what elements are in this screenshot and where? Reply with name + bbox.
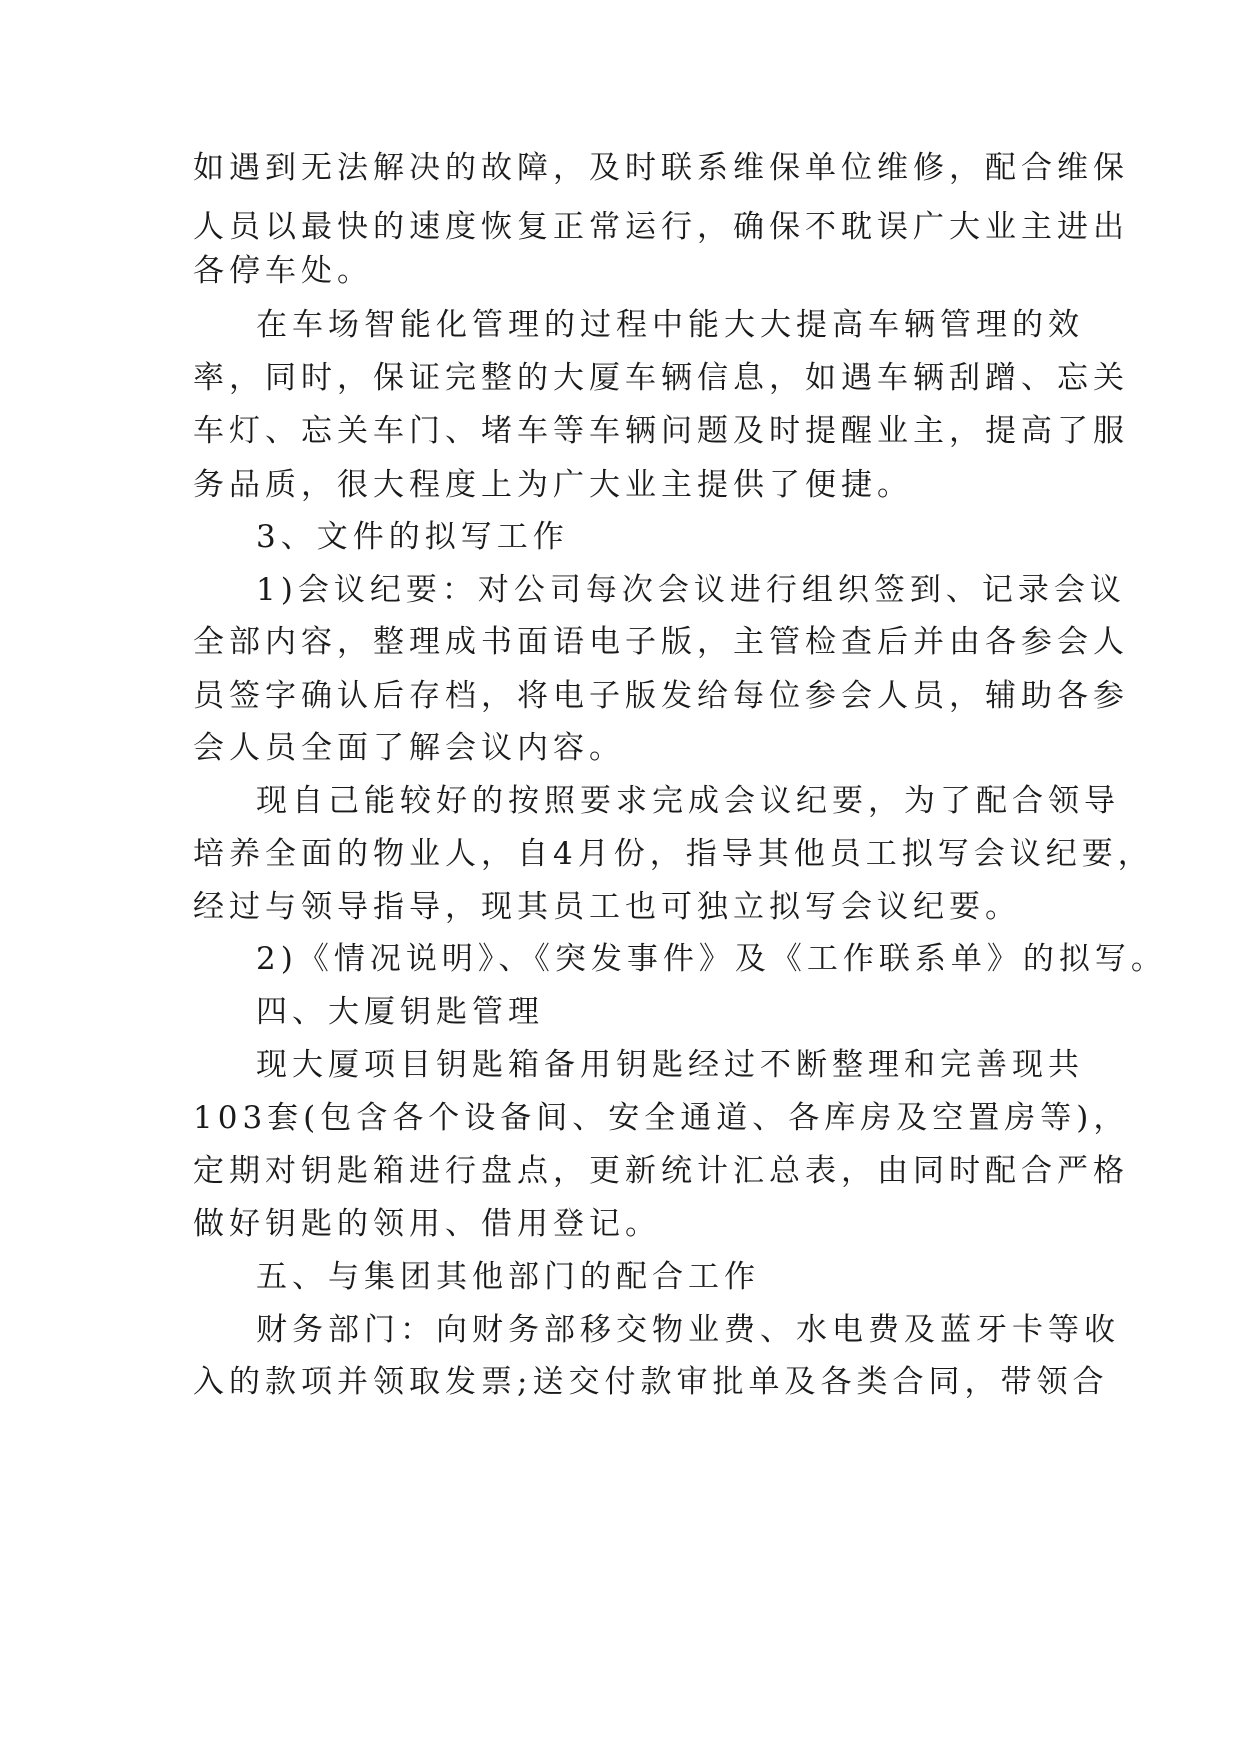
text-line: 做好钥匙的领用、借用登记。 [193,1206,661,1242]
text-line: 2)《情况说明》、《突发事件》及《工作联系单》的拟写。 [256,941,1167,977]
text-line: 103套(包含各个设备间、安全通道、各库房及空置房等)， [193,1100,1130,1136]
text-line: 会人员全面了解会议内容。 [193,730,625,766]
text-line: 现自己能较好的按照要求完成会议纪要，为了配合领导 [256,783,1120,819]
section-heading: 3、文件的拟写工作 [256,519,569,555]
text-line: 人员以最快的速度恢复正常运行，确保不耽误广大业主进出 [193,209,1129,245]
text-line: 如遇到无法解决的故障，及时联系维保单位维修，配合维保 [193,150,1129,186]
text-line: 各停车处。 [193,253,373,289]
text-line: 在车场智能化管理的过程中能大大提高车辆管理的效 [256,307,1084,343]
text-line: 全部内容，整理成书面语电子版，主管检查后并由各参会人 [193,624,1129,660]
text-line: 培养全面的物业人，自4月份，指导其他员工拟写会议纪要， [193,836,1154,872]
section-heading: 四、大厦钥匙管理 [256,994,544,1030]
text-line: 经过与领导指导，现其员工也可独立拟写会议纪要。 [193,889,1021,925]
text-line: 率，同时，保证完整的大厦车辆信息，如遇车辆刮蹭、忘关 [193,360,1129,396]
text-line: 入的款项并领取发票;送交付款审批单及各类合同，带领合 [193,1364,1109,1400]
text-line: 现大厦项目钥匙箱备用钥匙经过不断整理和完善现共 [256,1047,1084,1083]
text-line: 财务部门：向财务部移交物业费、水电费及蓝牙卡等收 [256,1312,1120,1348]
text-line: 定期对钥匙箱进行盘点，更新统计汇总表，由同时配合严格 [193,1153,1129,1189]
text-line: 员签字确认后存档，将电子版发给每位参会人员，辅助各参 [193,678,1129,714]
text-line: 车灯、忘关车门、堵车等车辆问题及时提醒业主，提高了服 [193,413,1129,449]
text-line: 务品质，很大程度上为广大业主提供了便捷。 [193,467,913,503]
section-heading: 五、与集团其他部门的配合工作 [256,1259,760,1295]
text-line: 1)会议纪要：对公司每次会议进行组织签到、记录会议 [256,572,1126,608]
